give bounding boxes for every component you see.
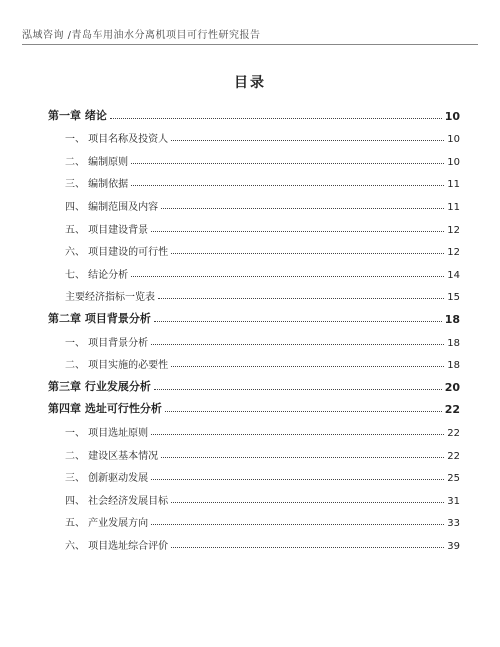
toc-entry-page-number: 11 xyxy=(447,179,460,191)
toc-section-entry[interactable] xyxy=(48,258,460,281)
toc-entry-label: 主要经济指标一览表 xyxy=(65,292,155,304)
toc-entry-label: 二、 项目实施的必要性 xyxy=(65,360,169,372)
toc-entry-label: 五、 产业发展方向 xyxy=(65,518,149,530)
dot-leader xyxy=(131,185,444,186)
toc-title: 目录 xyxy=(234,75,266,91)
dot-leader xyxy=(151,344,444,345)
toc-entry-page-number: 22 xyxy=(444,403,460,417)
toc-section-entry[interactable] xyxy=(48,236,460,259)
toc-entry-label: 三、 创新驱动发展 xyxy=(65,473,149,485)
toc-section-entry[interactable] xyxy=(48,213,460,236)
toc-entry-page-number: 15 xyxy=(447,292,460,304)
toc-entry-label: 六、 项目选址综合评价 xyxy=(65,540,169,552)
toc-section-entry[interactable] xyxy=(48,439,460,462)
toc-entry-page-number: 33 xyxy=(447,518,460,530)
toc-entry-page-number: 22 xyxy=(447,450,460,462)
dot-leader xyxy=(171,140,444,141)
dot-leader xyxy=(161,457,444,458)
toc-entry-label: 第二章 项目背景分析 xyxy=(48,311,151,325)
toc-chapter-entry[interactable] xyxy=(48,394,460,417)
toc-section-entry[interactable] xyxy=(48,168,460,191)
dot-leader xyxy=(171,502,444,503)
toc-entry-label: 五、 项目建设背景 xyxy=(65,224,149,236)
toc-entry-page-number: 22 xyxy=(447,427,460,439)
dot-leader xyxy=(110,118,442,119)
toc-section-entry[interactable] xyxy=(48,326,460,349)
dot-leader xyxy=(165,411,442,412)
dot-leader xyxy=(161,208,444,209)
toc-entry-label: 二、 建设区基本情况 xyxy=(65,450,159,462)
toc-entry-page-number: 39 xyxy=(447,540,460,552)
toc-entry-label: 四、 社会经济发展目标 xyxy=(65,495,169,507)
header-divider xyxy=(22,44,478,45)
table-of-contents xyxy=(48,100,460,552)
toc-section-entry[interactable] xyxy=(48,190,460,213)
toc-chapter-entry[interactable] xyxy=(48,303,460,326)
dot-leader xyxy=(154,321,442,322)
dot-leader xyxy=(131,276,444,277)
toc-entry-page-number: 11 xyxy=(447,201,460,213)
toc-entry-label: 三、 编制依据 xyxy=(65,179,129,191)
page-header: 泓域咨询 /青岛车用油水分离机项目可行性研究报告 xyxy=(22,30,261,41)
toc-entry-label: 一、 项目背景分析 xyxy=(65,337,149,349)
dot-leader xyxy=(171,547,444,548)
toc-section-entry[interactable] xyxy=(48,507,460,530)
toc-section-entry[interactable] xyxy=(48,416,460,439)
toc-entry-page-number: 10 xyxy=(444,109,460,123)
toc-section-entry[interactable] xyxy=(48,529,460,552)
toc-entry-page-number: 18 xyxy=(447,337,460,349)
toc-section-entry[interactable] xyxy=(48,484,460,507)
toc-section-entry[interactable] xyxy=(48,123,460,146)
toc-chapter-entry[interactable] xyxy=(48,100,460,123)
toc-section-entry[interactable] xyxy=(48,462,460,485)
dot-leader xyxy=(131,163,444,164)
dot-leader xyxy=(151,434,444,435)
dot-leader xyxy=(151,479,444,480)
toc-section-entry[interactable] xyxy=(48,281,460,304)
toc-entry-page-number: 10 xyxy=(447,156,460,168)
toc-entry-page-number: 18 xyxy=(447,360,460,372)
toc-entry-page-number: 12 xyxy=(447,247,460,259)
toc-entry-label: 二、 编制原则 xyxy=(65,156,129,168)
toc-entry-page-number: 25 xyxy=(447,473,460,485)
toc-entry-page-number: 12 xyxy=(447,224,460,236)
dot-leader xyxy=(171,366,444,367)
toc-entry-label: 一、 项目名称及投资人 xyxy=(65,134,169,146)
toc-entry-label: 第四章 选址可行性分析 xyxy=(48,402,162,416)
toc-entry-label: 一、 项目选址原则 xyxy=(65,427,149,439)
dot-leader xyxy=(171,253,444,254)
toc-section-entry[interactable] xyxy=(48,145,460,168)
toc-entry-label: 七、 结论分析 xyxy=(65,269,129,281)
toc-entry-label: 六、 项目建设的可行性 xyxy=(65,247,169,259)
dot-leader xyxy=(154,389,442,390)
dot-leader xyxy=(151,231,444,232)
toc-chapter-entry[interactable] xyxy=(48,371,460,394)
toc-entry-label: 四、 编制范围及内容 xyxy=(65,201,159,213)
toc-entry-page-number: 31 xyxy=(447,495,460,507)
dot-leader xyxy=(151,524,444,525)
toc-entry-page-number: 20 xyxy=(444,380,460,394)
dot-leader xyxy=(158,298,444,299)
toc-entry-page-number: 10 xyxy=(447,134,460,146)
toc-section-entry[interactable] xyxy=(48,349,460,372)
toc-entry-label: 第三章 行业发展分析 xyxy=(48,379,151,393)
toc-entry-label: 第一章 绪论 xyxy=(48,108,107,122)
toc-entry-page-number: 14 xyxy=(447,269,460,281)
toc-entry-page-number: 18 xyxy=(444,312,460,326)
